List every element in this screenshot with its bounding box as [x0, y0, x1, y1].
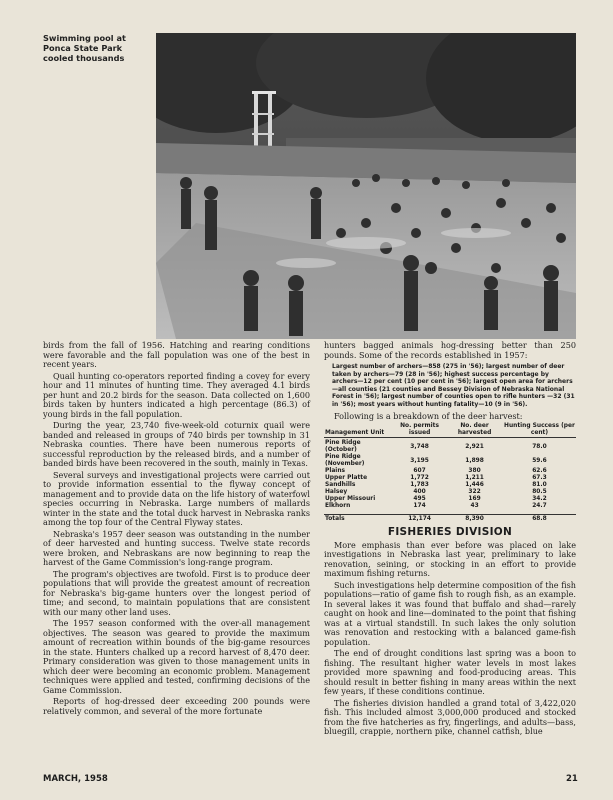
- table-row: [324, 482, 576, 489]
- success-cell: 24.7: [532, 503, 547, 510]
- right-intro-paragraph: hunters bagged animals hog-dressing better than 250 pounds. Some of the records established in 1957:: [324, 340, 576, 360]
- unit-cell: Upper Platte: [325, 475, 368, 482]
- left-paragraph-7: The 1957 season conformed with the over-all management objectives. The season was geared to provide the maximum amount of recreation within bounds of the big-game resources in the state. Hunters chalked up a record harvest of 8,470 deer. Primary consideration was given to those management units in which deer were becoming an economic problem. Management techniques were applied and tested, confirming decisions of the Game Commission.: [43, 618, 310, 695]
- fisheries-division-heading: FISHERIES DIVISION: [387, 526, 513, 539]
- harvested-cell: 1,211: [465, 475, 484, 482]
- permits-cell: 1,772: [410, 475, 429, 482]
- table-row: [324, 489, 576, 496]
- left-paragraph-5: Nebraska's 1957 deer season was outstanding in the number of deer harvested and hunting success. Twelve state records were broken, and Nebraskans are now beginning to reap the harvest of the Game Commission's long-range program.: [43, 528, 310, 567]
- success-cell: 81.0: [532, 482, 547, 489]
- success-cell: 78.0: [532, 443, 547, 450]
- total-permits-cell: 12,174: [393, 515, 446, 524]
- right-paragraph-3: The end of drought conditions last spring was a boon to fishing. The resultant higher water levels in most lakes provided more spawning and food-producing areas. This should result in better fishing in many areas within the next few years, if these conditions continue.: [324, 648, 576, 697]
- permits-cell: 1,783: [410, 482, 429, 489]
- deer-harvest-table: [324, 423, 576, 523]
- permits-cell: 607: [413, 468, 426, 475]
- harvested-cell: 380: [468, 468, 481, 475]
- page-number: 21: [566, 774, 578, 784]
- table-row: [324, 468, 576, 475]
- success-cell: 62.6: [532, 468, 547, 475]
- header-hunting-success: Hunting Success (per cent): [504, 423, 575, 437]
- unit-cell: Upper Missouri: [325, 496, 376, 503]
- header-permits-issued: No. permits issued: [393, 423, 446, 438]
- right-paragraph-2: Such investigations help determine composition of the fish populations—ratio of game fish to rough fish, as an example. In several lakes it was found that buffalo and shad—rarely caught on hook and line—dominated to the point that fishing was at a virtual standstill. In such lakes the only solution was renovation and restocking with a balanced game-fish population.: [324, 579, 576, 647]
- left-paragraph-2: Quail hunting co-operators reported finding a covey for every hour and 11 minutes of hunting time. They averaged 4.1 birds per hunt and 20.2 birds for the season. Data collected on 1,600 birds taken by hunters indicated a high percentage (86.3) of young birds in the fall population.: [43, 370, 310, 419]
- success-cell: 59.6: [532, 457, 547, 464]
- unit-cell: Plains: [325, 468, 346, 475]
- harvested-cell: 1,446: [465, 482, 484, 489]
- harvested-cell: 169: [468, 496, 481, 503]
- table-row: [324, 454, 576, 468]
- harvested-cell: 1,898: [465, 457, 484, 464]
- total-harvested-cell: 8,390: [446, 515, 503, 524]
- unit-cell: Halsey: [325, 489, 348, 496]
- permits-cell: 3,195: [410, 457, 429, 464]
- unit-cell: Pine Ridge (November): [325, 454, 365, 468]
- table-row: [324, 475, 576, 482]
- unit-cell: Sandhills: [325, 482, 356, 489]
- total-label-cell: Totals: [324, 515, 393, 524]
- permits-cell: 3,748: [410, 443, 429, 450]
- permits-cell: 400: [413, 489, 426, 496]
- table-header-row: [324, 423, 576, 438]
- table-row: [324, 496, 576, 503]
- permits-cell: 495: [413, 496, 426, 503]
- table-row: [324, 503, 576, 510]
- left-text-column: [43, 341, 310, 718]
- photo-caption: Swimming pool at Ponca State Park cooled thousands: [43, 33, 126, 63]
- table-total-row: [324, 515, 576, 524]
- breakdown-intro: Following is a breakdown of the deer harvest:: [334, 410, 523, 421]
- left-paragraph-4: Several surveys and investigational projects were carried out to provide information essential to the flyway concept of management and to provide data on the life history of waterfowl species occurring in Nebraska. Large numbers of mallards winter in the state and the total duck harvest in Nebraska ranks among the top four of the Central Flyway states.: [43, 469, 310, 527]
- left-paragraph-3: During the year, 23,740 five-week-old coturnix quail were banded and released in groups of 740 birds per township in 31 Nebraska counties. There have been numerous reports of successful reproduction by the released birds, and a number of banded birds have been recovered in the south, mainly in Texas.: [43, 420, 310, 468]
- right-text-column: [324, 341, 576, 739]
- harvested-cell: 2,921: [465, 443, 484, 450]
- footer-date: MARCH, 1958: [43, 774, 108, 784]
- success-cell: 34.2: [532, 496, 547, 503]
- total-success-cell: 68.8: [503, 515, 576, 524]
- permits-cell: 174: [413, 503, 426, 510]
- swimming-pool-photo: [156, 33, 576, 339]
- unit-cell: Elkhorn: [325, 503, 351, 510]
- left-paragraph-1: birds from the fall of 1956. Hatching and rearing conditions were favorable and the fall population was one of the best in recent years.: [43, 340, 310, 369]
- right-paragraph-1: More emphasis than ever before was placed on lake investigations in Nebraska last year, preliminary to lake renovation, seining, or stocking in an effort to provide maximum fishing returns.: [324, 539, 576, 579]
- left-paragraph-6: The program's objectives are twofold. First is to produce deer populations that will provide the greatest amount of recreation for Nebraska's big-game hunters over the longest period of time; and second, to maintain populations that are consistent with our many other land uses.: [43, 568, 310, 617]
- success-cell: 80.5: [532, 489, 547, 496]
- unit-cell: Pine Ridge (October): [325, 440, 361, 454]
- harvested-cell: 43: [470, 503, 479, 510]
- table-row: [324, 438, 576, 455]
- header-deer-harvested: No. deer harvested: [446, 423, 503, 438]
- success-cell: 67.3: [532, 475, 547, 482]
- harvested-cell: 322: [468, 489, 481, 496]
- header-management-unit: Management Unit: [324, 423, 393, 438]
- deer-records-list: Largest number of archers—858 (275 in '56); largest number of deer taken by archers—79 (28 in '56); highest success percentage by archers—12 per cent (10 per cent in '56); largest open area for archers—all counties (21 counties and Bessey Division of Nebraska National Forest in '56); largest number of counties open to rifle hunters —32 (31 in '56); most years without hunting fatality—10 (9 in '56).: [332, 363, 575, 408]
- left-paragraph-8: Reports of hog-dressed deer exceeding 200 pounds were relatively common, and several of the more fortunate: [43, 696, 310, 716]
- right-paragraph-4: The fisheries division handled a grand total of 3,422,020 fish. This included almost 3,000,000 produced and stocked from the five hatcheries as fry, fingerlings, and adults—bass, bluegill, crappie, northern pike, channel catfish, blue: [324, 697, 576, 737]
